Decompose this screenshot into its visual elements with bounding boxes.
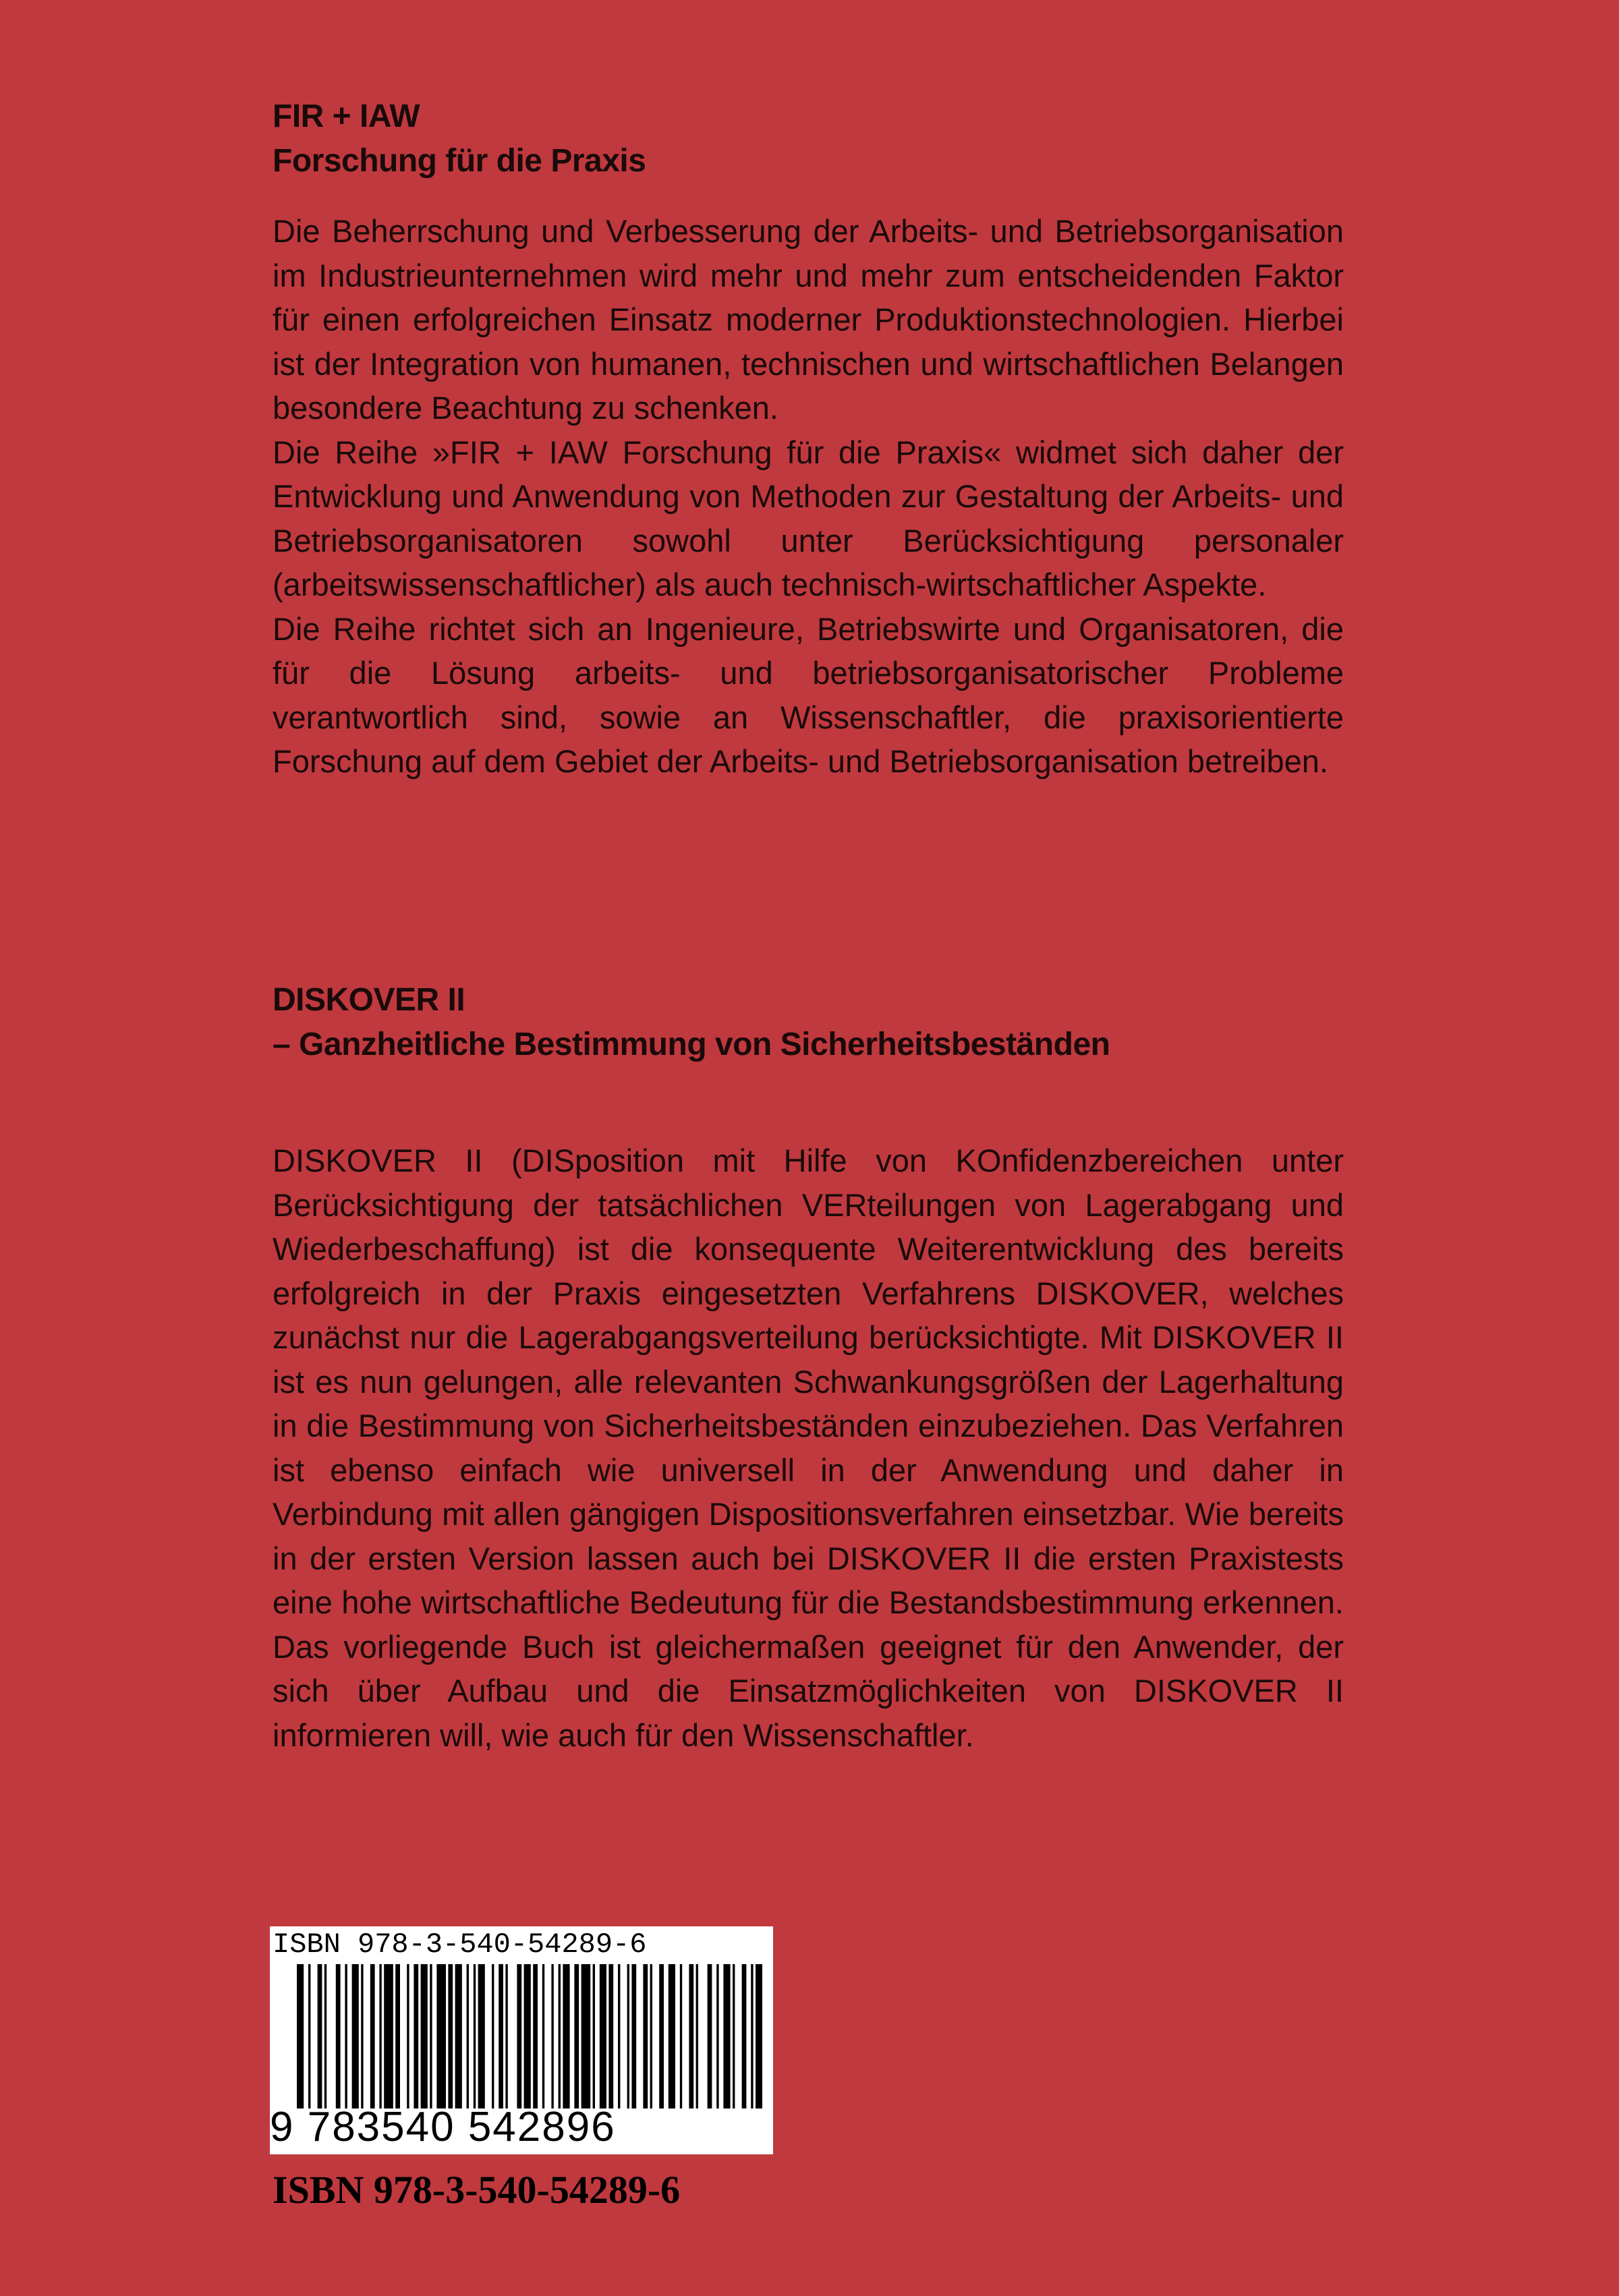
barcode-bar bbox=[421, 1964, 428, 2108]
isbn-footer: ISBN 978-3-540-54289-6 bbox=[273, 2168, 681, 2212]
barcode-bar bbox=[517, 1964, 521, 2108]
barcode-bar bbox=[407, 1964, 409, 2108]
barcode-bar bbox=[631, 1964, 636, 2108]
barcode-bar bbox=[478, 1964, 485, 2108]
book-description bbox=[273, 1139, 1344, 1757]
barcode-bar bbox=[542, 1964, 544, 2108]
barcode-bar bbox=[324, 1964, 326, 2108]
series-section bbox=[273, 94, 1344, 784]
barcode-bar bbox=[524, 1964, 531, 2108]
barcode-bar bbox=[574, 1964, 579, 2108]
series-paragraph-3: Die Reihe richtet sich an Ingenieure, Betriebswirte und Organisatoren, die für die Lösung arbeits- und betriebsorganisatorischer Probleme verantwortlich sind, sowie an Wissenschaftler, die praxisorientierte Forschung auf dem Gebiet der Arbeits- und Betriebsorganisation betreiben. bbox=[273, 610, 1344, 779]
series-title: FIR + IAW bbox=[273, 98, 420, 134]
barcode-bar bbox=[436, 1964, 446, 2108]
barcode-bar bbox=[581, 1964, 591, 2108]
barcode-bar bbox=[608, 1964, 613, 2108]
series-paragraph-2: Die Reihe »FIR + IAW Forschung für die Praxis« widmet sich daher der Entwicklung und Anwendung von Methoden zur Gestaltung der Arbeits- und Betriebsorganisatoren sowohl unter Berücksichtigung personaler (arbeitswissenschaftlicher) als auch technisch-wirtschaftlicher Aspekte. bbox=[273, 434, 1344, 602]
barcode-bar bbox=[414, 1964, 418, 2108]
barcode-bar bbox=[361, 1964, 363, 2108]
barcode-bar bbox=[751, 1964, 753, 2108]
barcode-bar bbox=[643, 1964, 648, 2108]
barcode-bar bbox=[756, 1964, 762, 2108]
barcode-bar bbox=[680, 1964, 682, 2108]
barcode-bar bbox=[336, 1964, 341, 2108]
barcode-bar bbox=[499, 1964, 503, 2108]
barcode-bar bbox=[297, 1964, 304, 2108]
barcode-bar bbox=[492, 1964, 494, 2108]
barcode-isbn-label: ISBN 978-3-540-54289-6 bbox=[273, 1928, 647, 1961]
barcode-bar bbox=[345, 1964, 347, 2108]
series-description bbox=[273, 209, 1344, 784]
barcode-bar bbox=[430, 1964, 432, 2108]
barcode-bar bbox=[618, 1964, 620, 2108]
barcode-bar bbox=[696, 1964, 698, 2108]
barcode-bar bbox=[716, 1964, 718, 2108]
barcode-bar bbox=[370, 1964, 375, 2108]
barcode-bar bbox=[669, 1964, 675, 2108]
barcode-digits: 9 783540 542896 bbox=[270, 2104, 616, 2150]
barcode-bar bbox=[379, 1964, 381, 2108]
barcode-bar bbox=[474, 1964, 476, 2108]
series-paragraph-1: Die Beherrschung und Verbesserung der Arbeits- und Betriebsorganisation im Industrieunternehmen wird mehr und mehr zum entscheidenden Faktor für einen erfolgreichen Einsatz moderner Produktionstechnologien. Hierbei ist der Integration von humanen, technischen und wirtschaftlichen Belangen besondere Beachtung zu schenken. bbox=[273, 213, 1344, 426]
book-subtitle: – Ganzheitliche Bestimmung von Sicherheitsbeständen bbox=[273, 1027, 1110, 1062]
barcode-bar bbox=[448, 1964, 453, 2108]
barcode-bar bbox=[742, 1964, 747, 2108]
barcode-bar bbox=[659, 1964, 664, 2108]
barcode-bar bbox=[733, 1964, 735, 2108]
barcode-bar bbox=[395, 1964, 400, 2108]
barcode-bar bbox=[600, 1964, 606, 2108]
barcode-bar bbox=[689, 1964, 693, 2108]
barcode-bar bbox=[708, 1964, 712, 2108]
book-title: DISKOVER II bbox=[273, 982, 465, 1018]
barcode-bar bbox=[318, 1964, 322, 2108]
book-section bbox=[273, 978, 1344, 1757]
barcode-bar bbox=[384, 1964, 393, 2108]
barcode-bar bbox=[563, 1964, 569, 2108]
barcode-bar bbox=[559, 1964, 561, 2108]
barcode-bar bbox=[467, 1964, 469, 2108]
series-subtitle: Forschung für die Praxis bbox=[273, 143, 646, 179]
barcode-bar bbox=[533, 1964, 538, 2108]
barcode-bar bbox=[455, 1964, 462, 2108]
barcode-bar bbox=[593, 1964, 595, 2108]
barcode-bar bbox=[650, 1964, 652, 2108]
barcode-bar bbox=[505, 1964, 507, 2108]
barcode-bar bbox=[551, 1964, 553, 2108]
barcode-bar bbox=[723, 1964, 730, 2108]
book-paragraph: DISKOVER II (DISposition mit Hilfe von KOnfidenzbereichen unter Berücksichtigung der tatsächlichen VERteilungen von Lagerabgang und Wiederbeschaffung) ist die konsequente Weiterentwicklung des bereits erfolgreich in der Praxis eingesetzten Verfahrens DISKOVER, welches zunächst nur die Lagerabgangsverteilung berücksichtigte. Mit DISKOVER II ist es nun gelungen, alle relevanten Schwankungsgrößen der Lagerhaltung in die Bestimmung von Sicherheitsbeständen einzubeziehen. Das Verfahren ist ebenso einfach wie universell in der Anwendung und daher in Verbindung mit allen gängigen Dispositionsverfahren einsetzbar. Wie bereits in der ersten Version lassen auch bei DISKOVER II die ersten Praxistests eine hohe wirtschaftliche Bedeutung für die Bestandsbestimmung erkennen. Das vorliegende Buch ist gleichermaßen geeignet für den Anwender, der sich über Aufbau und die Einsatzmöglichkeiten von DISKOVER II informieren will, wie auch für den Wissenschaftler. bbox=[273, 1143, 1344, 1753]
barcode-bar bbox=[352, 1964, 359, 2108]
barcode-bar bbox=[627, 1964, 629, 2108]
barcode-box bbox=[270, 1926, 773, 2154]
barcode-bars bbox=[297, 1964, 762, 2108]
barcode-bar bbox=[308, 1964, 310, 2108]
